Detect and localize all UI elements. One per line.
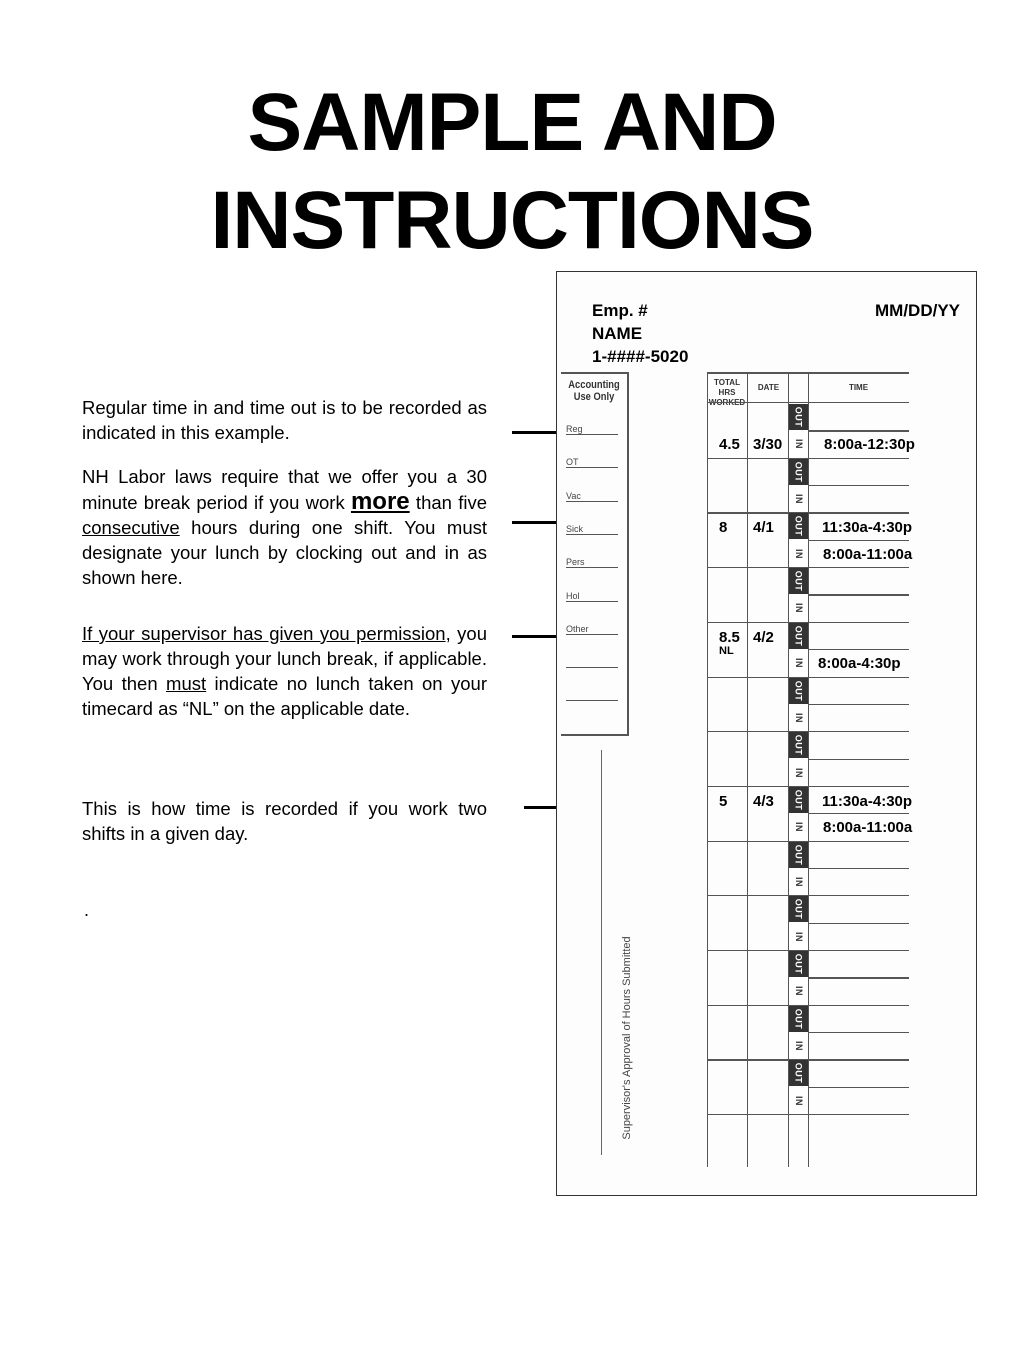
row-mid-divider	[808, 923, 909, 924]
row-divider	[707, 1114, 909, 1115]
row-divider	[707, 731, 909, 732]
title-line-1: SAMPLE AND	[247, 77, 777, 168]
row-mid-divider	[808, 430, 909, 431]
row-divider	[707, 677, 909, 678]
out-tag: OUT	[789, 951, 808, 977]
instruction-regular-time: Regular time in and time out is to be recorded as indicated in this example.	[82, 397, 487, 443]
row-mid-divider	[808, 813, 909, 814]
in-tag: IN	[789, 1033, 808, 1059]
in-tag: IN	[789, 978, 808, 1004]
out-tag: OUT	[789, 459, 808, 485]
row-divider	[707, 786, 909, 787]
row-mid-divider	[808, 540, 909, 541]
accounting-line-hol: Hol	[566, 591, 618, 602]
out-tag: OUT	[789, 896, 808, 922]
row-divider	[707, 895, 909, 896]
accounting-line-blank-2	[566, 690, 618, 701]
accounting-line-sick: Sick	[566, 524, 618, 535]
row-mid-divider	[808, 485, 909, 486]
out-tag: OUT	[789, 732, 808, 758]
accounting-line-vac: Vac	[566, 491, 618, 502]
row-divider	[707, 567, 909, 568]
in-tag: IN	[789, 924, 808, 950]
date-cell: 4/3	[753, 792, 774, 810]
row-mid-divider	[808, 704, 909, 705]
header-total-hrs: TOTAL HRS	[714, 378, 740, 397]
out-tag: OUT	[789, 568, 808, 594]
in-time-cell: 8:00a-12:30p	[824, 436, 915, 454]
title-line-2: INSTRUCTIONS	[210, 175, 814, 266]
row-divider	[707, 841, 909, 842]
no-lunch-note: NL	[719, 644, 734, 657]
in-tag: IN	[789, 486, 808, 512]
row-divider	[707, 950, 909, 951]
emp-number: 1-####-5020	[592, 347, 689, 366]
date-format: MM/DD/YY	[875, 301, 960, 320]
accounting-line-blank-1	[566, 657, 618, 668]
row-divider	[707, 512, 909, 513]
total-hours-cell: 5	[719, 792, 728, 810]
total-hours-cell: 8	[719, 519, 728, 537]
total-hours-cell: 8.5 NL	[719, 628, 740, 657]
row-divider	[707, 1059, 909, 1060]
page-title	[0, 74, 1024, 270]
total-hours-cell: 4.5	[719, 436, 740, 454]
in-tag: IN	[789, 541, 808, 567]
in-tag: IN	[789, 1088, 808, 1114]
accounting-line-pers: Pers	[566, 557, 618, 568]
supervisor-approval-label: Supervisor's Approval of Hours Submitted	[621, 936, 633, 1140]
accounting-line-other: Other	[566, 624, 618, 635]
instruction-two-shifts: This is how time is recorded if you work two shifts in a given day.	[82, 798, 487, 844]
in-tag: IN	[789, 814, 808, 840]
out-tag: OUT	[789, 678, 808, 704]
emphasis-permission: If your supervisor has given you permission	[82, 623, 446, 644]
out-tag: OUT	[789, 1060, 808, 1086]
row-mid-divider	[808, 977, 909, 978]
row-mid-divider	[808, 1032, 909, 1033]
supervisor-signature-line	[601, 750, 602, 1155]
date-cell: 3/30	[753, 436, 783, 454]
out-tag: OUT	[789, 513, 808, 539]
out-tag: OUT	[789, 623, 808, 649]
header-time: TIME	[848, 383, 869, 392]
stray-period: .	[84, 900, 90, 920]
row-mid-divider	[808, 649, 909, 650]
timecard	[556, 271, 977, 1196]
name-label: NAME	[592, 324, 643, 343]
accounting-line-ot: OT	[566, 457, 618, 468]
in-time-cell: 8:00a-4:30p	[818, 655, 901, 673]
in-time-cell: 8:00a-11:00a	[823, 819, 913, 837]
in-tag: IN	[789, 705, 808, 731]
row-mid-divider	[808, 1087, 909, 1088]
emphasis-more: more	[350, 488, 410, 515]
header-date: DATE	[757, 383, 780, 392]
row-mid-divider	[808, 594, 909, 595]
accounting-title: Accounting Use Only	[568, 379, 620, 403]
out-tag: OUT	[789, 842, 808, 868]
emphasis-must: must	[166, 673, 207, 694]
in-tag: IN	[789, 595, 808, 621]
date-cell: 4/2	[753, 628, 774, 646]
out-time-cell: 11:30a-4:30p	[822, 792, 913, 810]
row-divider	[707, 1005, 909, 1006]
row-mid-divider	[808, 868, 909, 869]
instruction-break-law: NH Labor laws require that we offer you a 30 minute break period if you work more than five consecutive hours during one shift. You must designate your lunch by clocking out and in as shown here.	[82, 466, 487, 588]
out-time-cell: 11:30a-4:30p	[822, 519, 913, 537]
in-tag: IN	[789, 869, 808, 895]
emp-label: Emp. #	[592, 301, 648, 320]
instruction-no-lunch: If your supervisor has given you permission, you may work through your lunch break, if applicable. You then must indicate no lunch taken on your timecard as “NL” on the applicable date.	[82, 623, 488, 719]
in-tag: IN	[789, 760, 808, 786]
row-mid-divider	[808, 759, 909, 760]
row-divider	[707, 458, 909, 459]
in-time-cell: 8:00a-11:00a	[823, 545, 913, 563]
emphasis-consecutive: consecutive	[82, 517, 180, 538]
row-divider	[707, 622, 909, 623]
out-tag: OUT	[789, 1006, 808, 1032]
accounting-line-reg: Reg	[566, 424, 618, 435]
accounting-box	[561, 372, 629, 736]
out-tag: OUT	[789, 787, 808, 813]
date-cell: 4/1	[753, 519, 774, 537]
in-tag: IN	[789, 431, 808, 457]
out-tag: OUT	[789, 404, 808, 430]
in-tag: IN	[789, 650, 808, 676]
